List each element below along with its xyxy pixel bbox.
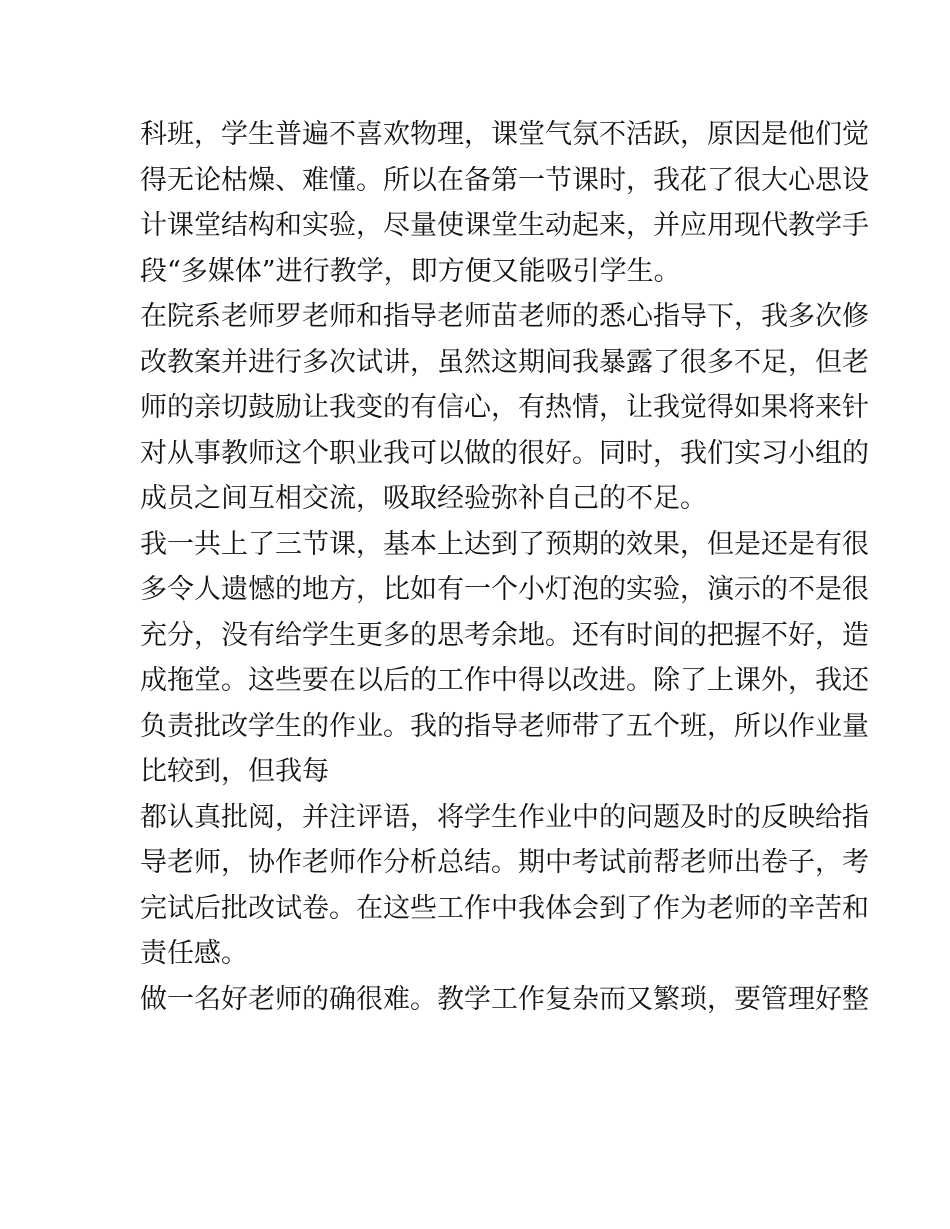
text-line: 师的亲切鼓励让我变的有信心，有热情，让我觉得如果将来针 <box>140 392 869 423</box>
text-line: 负责批改学生的作业。我的指导老师带了五个班，所以作业量 <box>140 710 869 742</box>
text-line: 我一共上了三节课，基本上达到了预期的效果，但是还是有很 <box>140 528 869 560</box>
text-line: 责任感。 <box>140 938 248 969</box>
text-line: 段“多媒体”进行教学，即方便又能吸引学生。 <box>140 255 681 287</box>
text-line: 改教案并进行多次试讲，虽然这期间我暴露了很多不足，但老 <box>140 346 869 378</box>
text-line: 多令人遗憾的地方，比如有一个小灯泡的实验，演示的不是很 <box>140 574 869 605</box>
text-line: 计课堂结构和实验，尽量使课堂生动起来，并应用现代教学手 <box>140 210 869 241</box>
text-line: 完试后批改试卷。在这些工作中我体会到了作为老师的辛苦和 <box>140 892 869 924</box>
text-line: 充分，没有给学生更多的思考余地。还有时间的把握不好，造 <box>140 619 869 651</box>
text-line: 导老师，协作老师作分析总结。期中考试前帮老师出卷子，考 <box>140 847 869 878</box>
text-line: 在院系老师罗老师和指导老师苗老师的悉心指导下，我多次修 <box>140 301 869 332</box>
text-line: 得无论枯燥、难懂。所以在备第一节课时，我花了很大心思设 <box>140 164 869 196</box>
body-text <box>140 112 869 1022</box>
text-line: 比较到，但我每 <box>140 756 329 787</box>
text-line: 都认真批阅，并注评语，将学生作业中的问题及时的反映给指 <box>140 801 869 833</box>
text-line: 成员之间互相交流，吸取经验弥补自己的不足。 <box>140 483 707 514</box>
text-line: 做一名好老师的确很难。教学工作复杂而又繁琐，要管理好整 <box>140 983 869 1015</box>
text-line: 成拖堂。这些要在以后的工作中得以改进。除了上课外，我还 <box>140 665 869 696</box>
text-line: 对从事教师这个职业我可以做的很好。同时，我们实习小组的 <box>140 437 869 469</box>
text-line: 科班，学生普遍不喜欢物理，课堂气氛不活跃，原因是他们觉 <box>140 119 869 150</box>
